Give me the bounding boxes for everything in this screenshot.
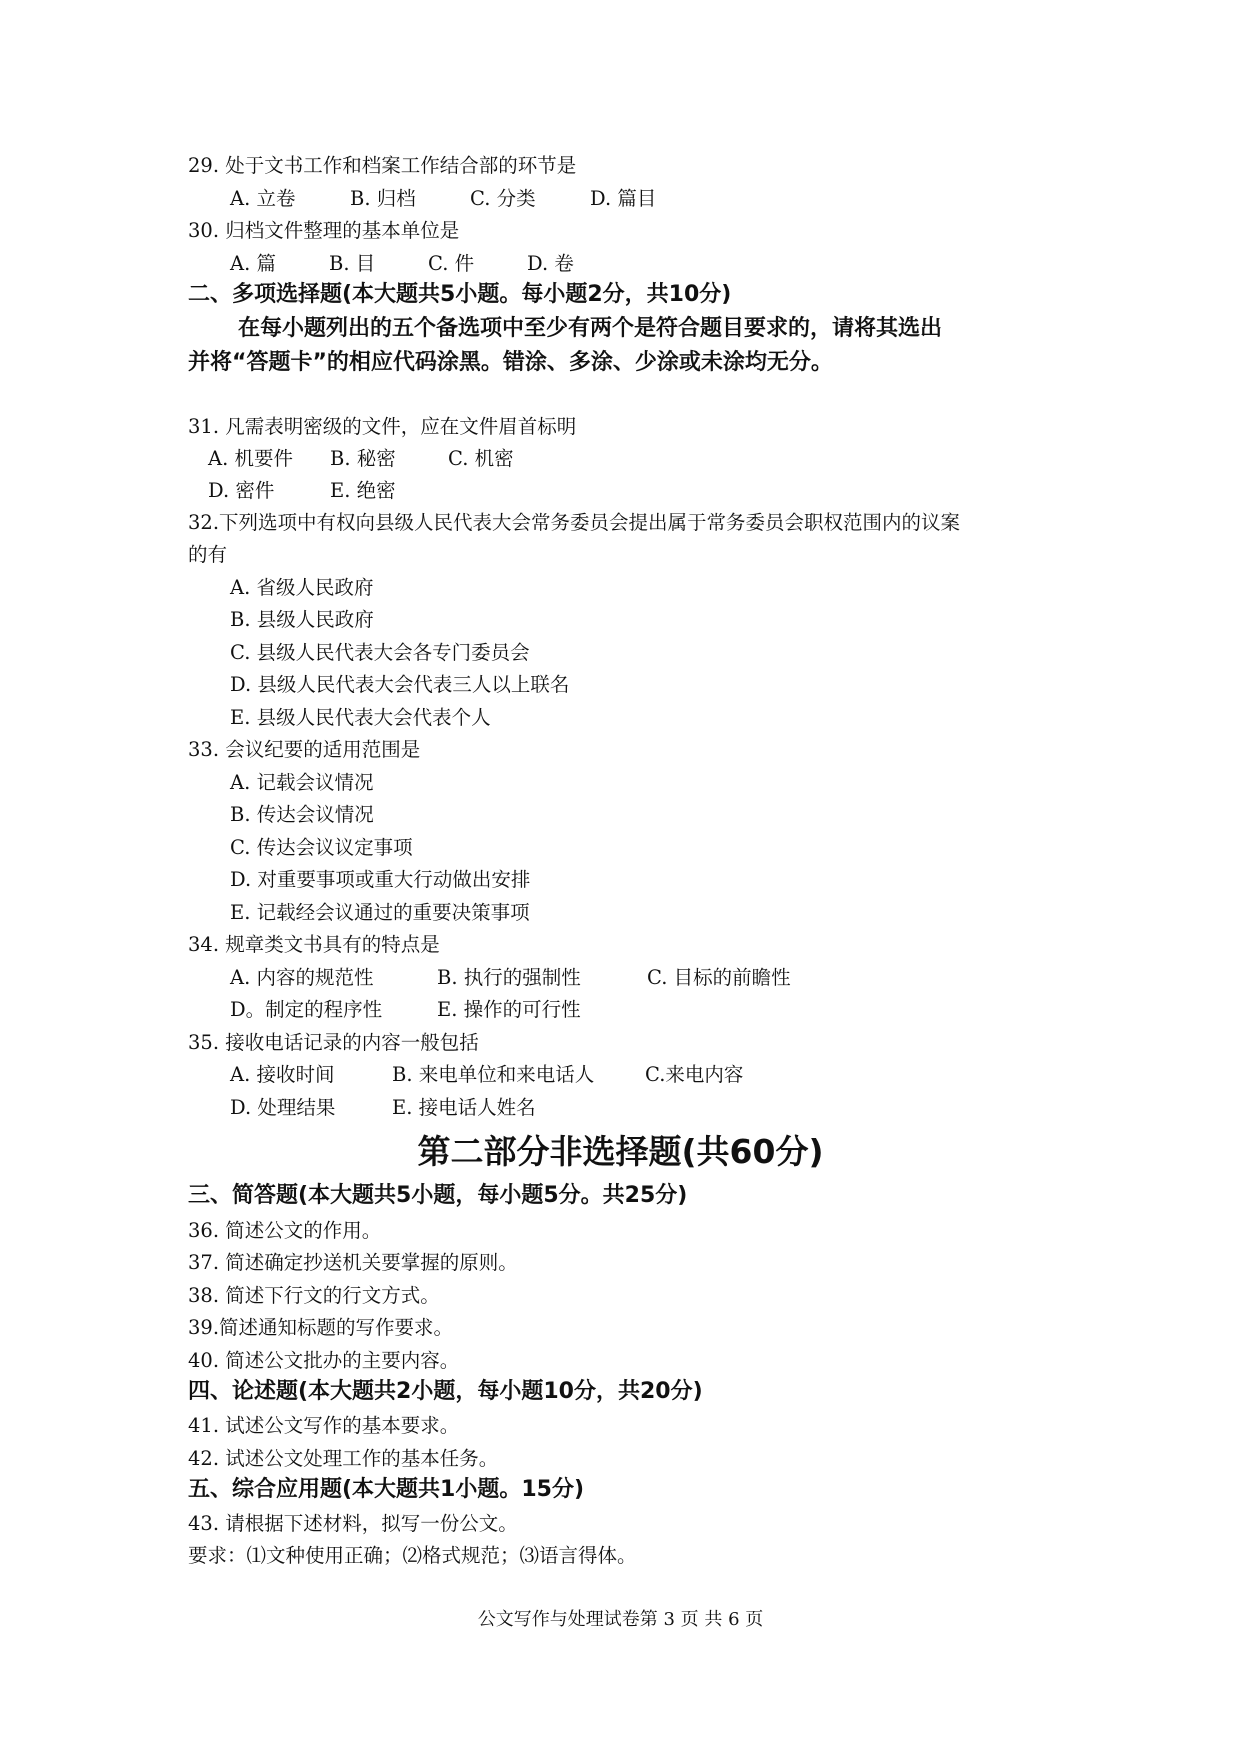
option-a: A. 机要件	[208, 447, 293, 470]
question-43: 43. 请根据下述材料，拟写一份公文。	[188, 1512, 518, 1535]
option-c: C. 分类	[470, 187, 536, 210]
question-32-option-c: C. 县级人民代表大会各专门委员会	[230, 641, 530, 664]
question-34-options-row-1	[230, 966, 791, 990]
question-33-option-b: B. 传达会议情况	[230, 803, 374, 826]
question-32-option-d: D. 县级人民代表大会代表三人以上联名	[230, 673, 570, 696]
option-e: E. 操作的可行性	[437, 998, 581, 1021]
question-33-option-a: A. 记载会议情况	[230, 771, 374, 794]
question-31-options-row-1	[208, 447, 514, 471]
question-29-stem: 29. 处于文书工作和档案工作结合部的环节是	[188, 154, 577, 177]
question-41: 41. 试述公文写作的基本要求。	[188, 1414, 460, 1437]
option-c: C.来电内容	[645, 1063, 744, 1086]
section-2-instruction-line-1: 在每小题列出的五个备选项中至少有两个是符合题目要求的，请将其选出	[238, 316, 943, 341]
option-b: B. 目	[329, 252, 376, 275]
question-42: 42. 试述公文处理工作的基本任务。	[188, 1447, 499, 1470]
option-b: B. 秘密	[330, 447, 396, 470]
question-40: 40. 简述公文批办的主要内容。	[188, 1349, 460, 1372]
part-2-title: 第二部分非选择题(共60分)	[417, 1132, 824, 1171]
section-2-instruction-line-2: 并将“答题卡”的相应代码涂黑。错涂、多涂、少涂或未涂均无分。	[188, 350, 833, 375]
option-e: E. 接电话人姓名	[392, 1096, 536, 1119]
option-c: C. 机密	[448, 447, 514, 470]
option-d: D。制定的程序性	[230, 998, 383, 1021]
option-a: A. 内容的规范性	[230, 966, 374, 989]
question-29-options	[230, 187, 656, 211]
question-38: 38. 简述下行文的行文方式。	[188, 1284, 440, 1307]
question-34-options-row-2	[230, 998, 581, 1022]
question-39: 39.简述通知标题的写作要求。	[188, 1316, 454, 1339]
question-37: 37. 简述确定抄送机关要掌握的原则。	[188, 1251, 518, 1274]
page-footer: 公文写作与处理试卷第 3 页 共 6 页	[477, 1609, 764, 1630]
question-34-stem: 34. 规章类文书具有的特点是	[188, 933, 440, 956]
option-e: E. 绝密	[330, 479, 396, 502]
question-32-stem-line-2: 的有	[188, 543, 228, 566]
option-d: D. 篇目	[590, 187, 657, 210]
question-32-option-b: B. 县级人民政府	[230, 608, 374, 631]
section-2-heading: 二、多项选择题(本大题共5小题。每小题2分，共10分)	[188, 282, 732, 307]
question-36: 36. 简述公文的作用。	[188, 1219, 382, 1242]
option-d: D. 密件	[208, 479, 275, 502]
question-43-requirements: 要求：⑴文种使用正确；⑵格式规范；⑶语言得体。	[188, 1544, 637, 1567]
option-b: B. 执行的强制性	[437, 966, 581, 989]
question-32-option-e: E. 县级人民代表大会代表个人	[230, 706, 491, 729]
section-4-heading: 四、论述题(本大题共2小题，每小题10分，共20分)	[188, 1379, 703, 1404]
question-35-options-row-1	[230, 1063, 743, 1087]
question-33-option-c: C. 传达会议议定事项	[230, 836, 413, 859]
question-33-option-e: E. 记载经会议通过的重要决策事项	[230, 901, 530, 924]
option-b: B. 归档	[350, 187, 416, 210]
question-35-options-row-2	[230, 1096, 536, 1120]
option-d: D. 处理结果	[230, 1096, 336, 1119]
question-31-options-row-2	[208, 479, 396, 503]
question-32-option-a: A. 省级人民政府	[230, 576, 374, 599]
question-30-options	[230, 252, 574, 276]
section-3-heading: 三、简答题(本大题共5小题，每小题5分。共25分)	[188, 1183, 688, 1208]
option-a: A. 立卷	[230, 187, 296, 210]
option-d: D. 卷	[527, 252, 574, 275]
option-c: C. 件	[428, 252, 475, 275]
option-a: A. 接收时间	[230, 1063, 335, 1086]
question-32-stem-line-1: 32.下列选项中有权向县级人民代表大会常务委员会提出属于常务委员会职权范围内的议案	[188, 511, 961, 534]
question-31-stem: 31. 凡需表明密级的文件，应在文件眉首标明	[188, 415, 577, 438]
option-a: A. 篇	[230, 252, 276, 275]
question-33-stem: 33. 会议纪要的适用范围是	[188, 738, 421, 761]
question-35-stem: 35. 接收电话记录的内容一般包括	[188, 1031, 479, 1054]
question-30-stem: 30. 归档文件整理的基本单位是	[188, 219, 460, 242]
option-c: C. 目标的前瞻性	[647, 966, 791, 989]
question-33-option-d: D. 对重要事项或重大行动做出安排	[230, 868, 531, 891]
option-b: B. 来电单位和来电话人	[392, 1063, 595, 1086]
section-5-heading: 五、综合应用题(本大题共1小题。15分)	[188, 1477, 585, 1502]
